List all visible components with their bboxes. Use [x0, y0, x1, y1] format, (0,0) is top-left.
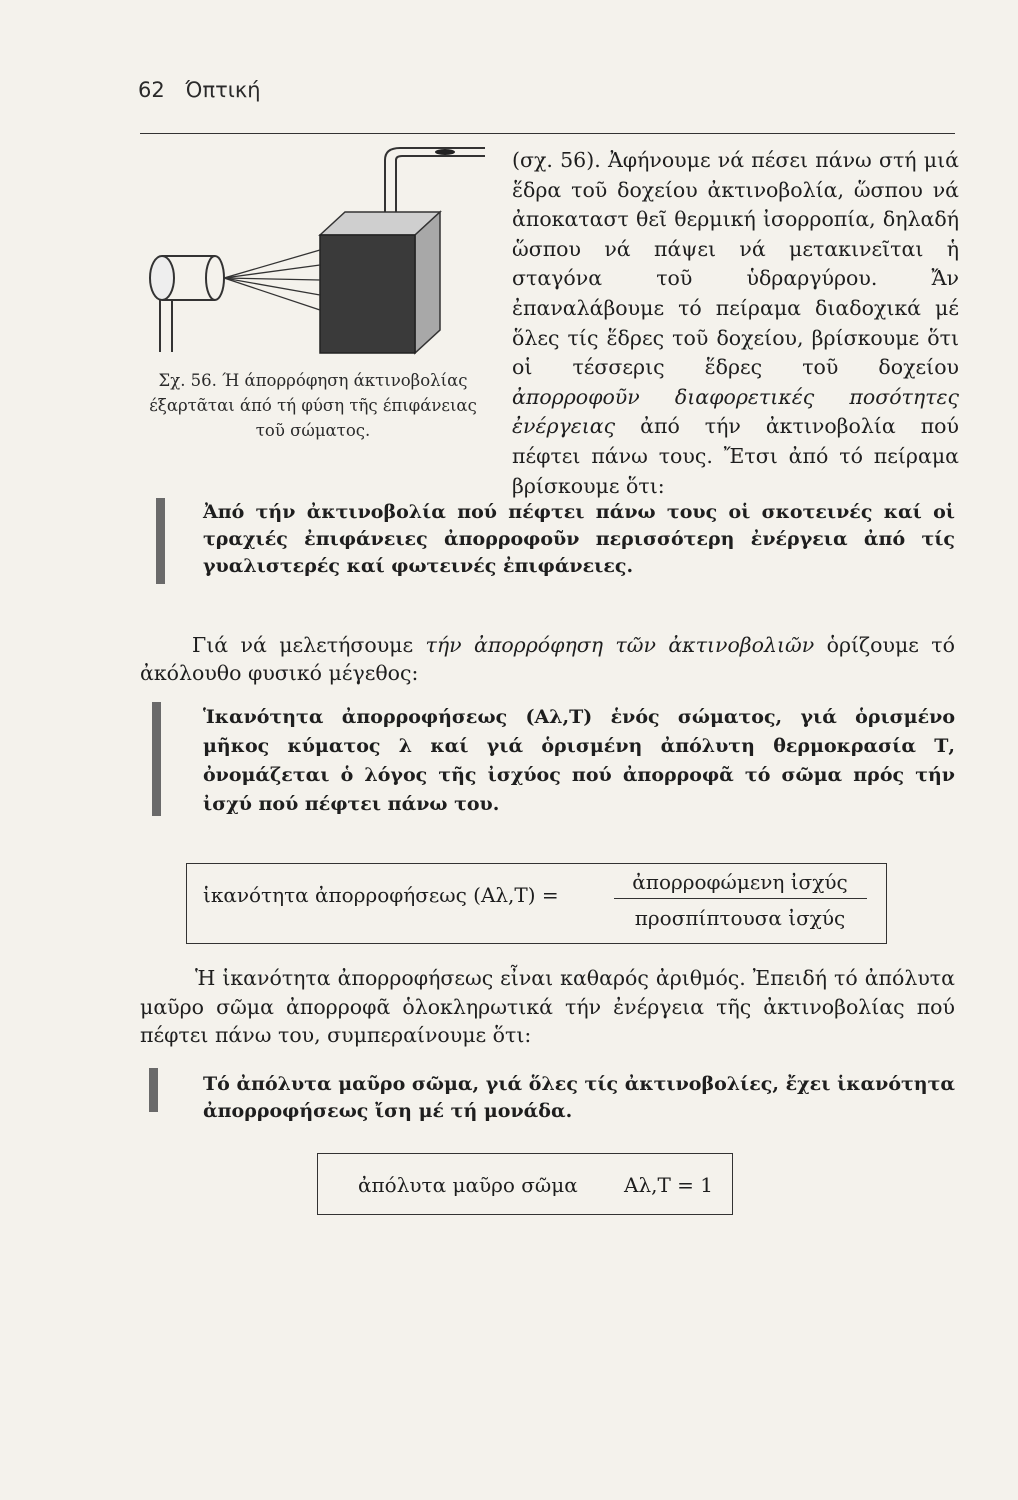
- margin-bar: [156, 498, 165, 584]
- definition-absorptivity: Ἱκανότητα ἀπορροφήσεως (Αλ,Τ) ἑνός σώματος, γιά ὁρισμένο μῆκος κύματος λ καί γιά ὁρισμένη ἀπόλυτη θερμοκρασία Τ, ὀνομάζεται ὁ λόγος τῆς ἰσχύος πού ἀπορροφᾶ τό σῶμα πρός τήν ἰσχύ πού πέφτει πάνω του.: [203, 706, 955, 815]
- formula-numerator: ἀπορροφώμενη ἰσχύς: [632, 870, 848, 894]
- intro-text-end: ἀπό τήν ἀκτινοβολία πού πέφτει πάνω τους. Ἔτσι ἀπό τό πείραμα βρίσκουμε ὅτι:: [512, 414, 959, 498]
- margin-bar: [152, 702, 161, 816]
- statement-dark-surfaces: Ἀπό τήν ἀκτινοβολία πού πέφτει πάνω τους οἱ σκοτεινές καί οἱ τραχιές ἐπιφάνειες ἀπορροφοῦν περισσότερη ἐνέργεια ἀπό τίς γυαλιστερές καί φωτεινές ἐπιφάνειες.: [203, 501, 955, 577]
- formula-denominator: προσπίπτουσα ἰσχύς: [634, 906, 846, 930]
- figure-56-illustration: [140, 140, 500, 370]
- page-number: 62: [138, 78, 165, 102]
- intro-text: (σχ. 56). Ἀφήνουμε νά πέσει πάνω στή μιά ἕδρα τοῦ δοχείου ἀκτινοβολία, ὥσπου νά ἀποκαταστ θεῖ θερμική ἰσορροπία, δηλαδή ὥσπου νά πάψει νά μετακινεῖται ἡ σταγόνα τοῦ ὑδραργύρου. Ἄν ἐπαναλάβουμε τό πείραμα διαδοχικά μέ ὅλες τίς ἕδρες τοῦ δοχείου, βρίσκουμε ὅτι οἱ τέσσερις ἕδρες τοῦ δοχείου: [512, 148, 959, 380]
- margin-bar: [149, 1068, 158, 1112]
- page-header: [138, 78, 261, 102]
- formula-lhs: ἱκανότητα ἀπορροφήσεως (Αλ,Τ) =: [203, 883, 559, 907]
- black-body-paragraph: Ἡ ἱκανότητα ἀπορροφήσεως εἶναι καθαρός ἀριθμός. Ἐπειδή τό ἀπόλυτα μαῦρο σῶμα ἀπορροφᾶ ὁλοκληρωτικά τήν ἐνέργεια τῆς ἀκτινοβολίας πού πέφτει πάνω του, συμπεραίνουμε ὅτι:: [140, 966, 955, 1047]
- figure-caption: Σχ. 56. Ή άπορρόφηση άκτινοβολίας έξαρτᾶται άπό τή φύση τῆς έπιφάνειας τοῦ σώματος.: [149, 371, 477, 440]
- intro-italic: ἀπορροφοῦν διαφορετικές ποσότητες ἐνέργειας: [512, 384, 959, 439]
- formula2-expression: Αλ,Τ = 1: [624, 1173, 714, 1197]
- section-title: Όπτική: [185, 78, 261, 102]
- statement-black-body: Τό ἀπόλυτα μαῦρο σῶμα, γιά ὅλες τίς ἀκτινοβολίες, ἔχει ἱκανότητα ἀπορροφήσεως ἴση μέ τή μονάδα.: [203, 1073, 955, 1122]
- para1-text-end: ὁρίζουμε τό ἀκόλουθο φυσικό μέγεθος:: [140, 633, 955, 685]
- para1-text-start: Γιά νά μελετήσουμε: [192, 633, 414, 657]
- intro-paragraph: [512, 146, 959, 501]
- formula2-label: ἀπόλυτα μαῦρο σῶμα: [358, 1173, 578, 1197]
- fraction-line: [614, 898, 867, 899]
- para1-italic: τήν ἀπορρόφηση τῶν ἀκτινοβολιῶν: [425, 633, 815, 657]
- absorption-intro-paragraph: [140, 631, 955, 687]
- header-rule: [140, 133, 955, 134]
